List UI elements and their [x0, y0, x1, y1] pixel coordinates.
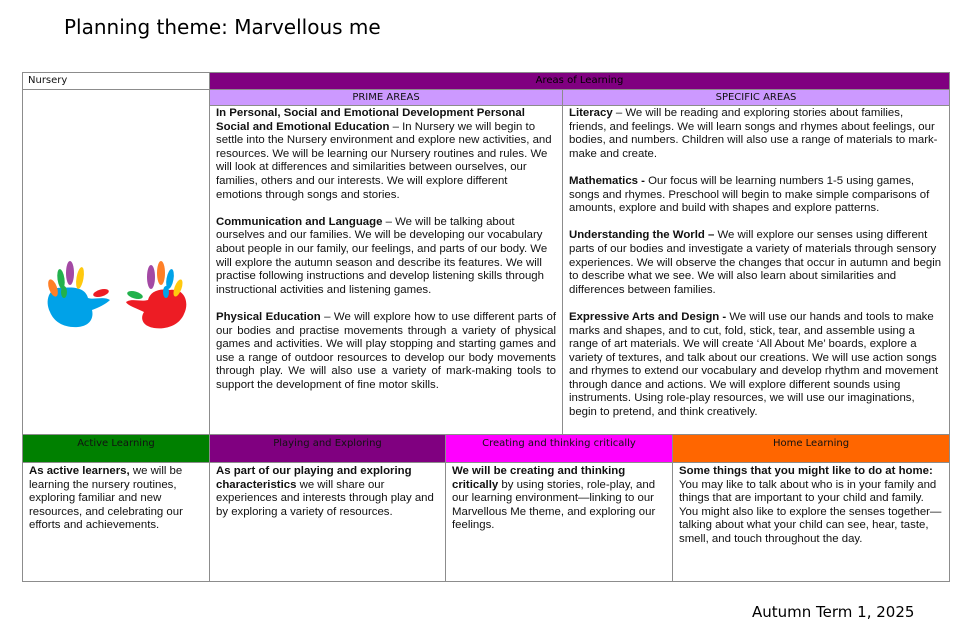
term-label: Autumn Term 1, 2025: [752, 603, 915, 621]
specific-area-mathematics: Mathematics - Our focus will be learning numbers 1-5 using games, songs and rhymes. Preschool will begin to make simple comparisons of amounts, explore and build with shapes and explore patterns.: [569, 174, 930, 215]
left-hand-icon: [46, 261, 110, 327]
prime-areas-label: PRIME AREAS: [352, 92, 420, 103]
specific-area-expressive-arts: Expressive Arts and Design - We will use our hands and tools to make marks and shapes, and to cut, fold, stick, tear, and assemble using a range of art materials. We will create ‘All About Me’ boards, explore a variety of textures, and talk about our creations. We will use action songs and rhymes to extend our vocabulary and develop rhythm and movement through dance and actions. We will explore different sounds using instruments. Using role-play resources, we will use our imaginations, begin to pretend, and think creatively.: [569, 310, 939, 419]
prime-areas-header: [209, 89, 563, 106]
areas-header-label: Areas of Learning: [535, 75, 624, 86]
playing-exploring-header: Playing and Exploring: [209, 434, 446, 463]
prime-area-psed: In Personal, Social and Emotional Development Personal Social and Emotional Education – In Nursery we will begin to settle into the Nursery environment and explore new activities, and resources. We will be learning our Nursery routines and rules. We will look at differences and similarities between ourselves, our families, others and our interests. We will explore different emotions through songs and stories.: [216, 107, 552, 201]
home-learning-header: Home Learning: [672, 434, 950, 463]
specific-areas-content: [562, 105, 950, 435]
playing-exploring-content: As part of our playing and exploring characteristics we will share our experiences and interests through play and by exploring a variety of resources.: [209, 462, 446, 582]
creating-thinking-header: Creating and thinking critically: [445, 434, 673, 463]
specific-areas-label: SPECIFIC AREAS: [715, 92, 797, 103]
prime-areas-content: [209, 105, 563, 435]
active-learning-header: Active Learning: [22, 434, 210, 463]
home-learning-content: Some things that you might like to do at home: You may like to talk about who is in your family and things that are important to your child and family. You might also like to explore the senses together—talking about what your child can see, hear, taste, smell, and touch throughout the day.: [672, 462, 950, 582]
class-label-cell: [22, 72, 210, 90]
active-learning-content: As active learners, we will be learning the nursery routines, exploring familiar and new resources, and celebrating our efforts and achievements.: [22, 462, 210, 582]
areas-header: [209, 72, 950, 90]
prime-area-physical: Physical Education – We will explore how to use different parts of our bodies and practise movements through a variety of physical games and activities. We will play stopping and starting games and use a range of outdoor resources to develop our body movements through play. We will also use a variety of mark-making tools to support the development of fine motor skills.: [216, 310, 556, 391]
specific-area-literacy: Literacy – We will be reading and exploring stories about families, friends, and feelings. We will learn songs and rhymes about feelings, our bodies, and numbers. Children will also use a range of materials to mark-make and create.: [569, 107, 938, 160]
page-title: Planning theme: Marvellous me: [64, 15, 381, 39]
creating-thinking-content: We will be creating and thinking critically by using stories, role-play, and our learning environment—linking to our Marvellous Me theme, and exploring our feelings.: [445, 462, 673, 582]
class-label: Nursery: [28, 75, 68, 86]
specific-areas-header: [562, 89, 950, 106]
prime-area-communication: Communication and Language – We will be talking about ourselves and our families. We will be developing our vocabulary about people in our family, our feelings, and parts of our body. We will explore the autumn season and describe its features. We will practise following instructions and develop listening skills through instructional activities and listening games.: [216, 215, 548, 296]
specific-area-understanding-world: Understanding the World – We will explore our senses using different parts of our bodies and investigate a variety of materials through sensory experiences. We will observe the changes that occur in autumn and begin to describe what we see. We will also learn about similarities and differences between families.: [569, 229, 942, 296]
handprints-icon: [22, 210, 212, 360]
right-hand-icon: [126, 261, 186, 328]
